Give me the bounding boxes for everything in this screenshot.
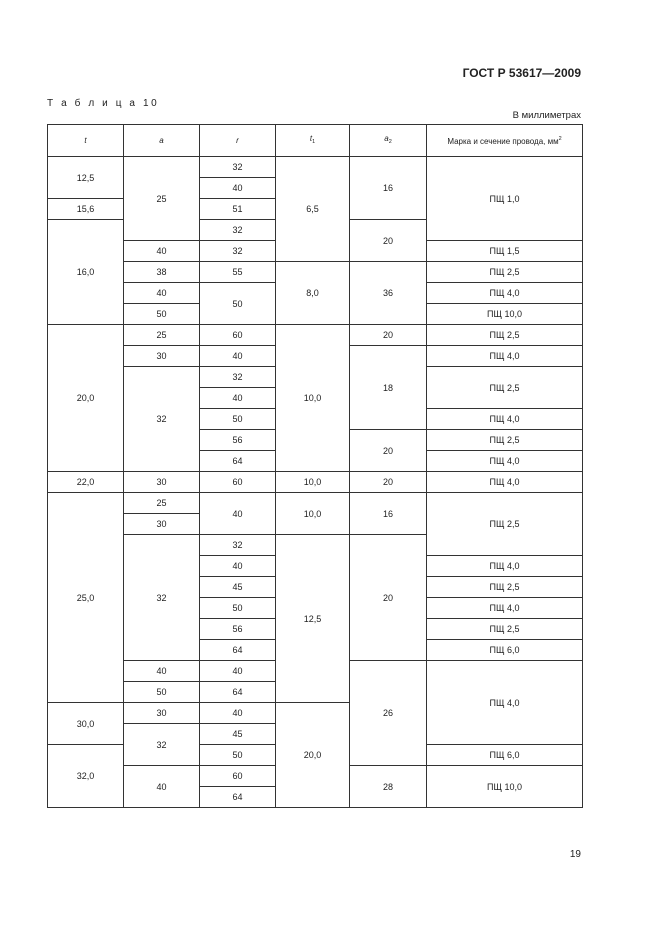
table-row [48,472,583,493]
cell-r: 64 [200,787,276,808]
cell-a: 32 [124,367,200,472]
cell-r: 50 [200,283,276,325]
cell-t1: 10,0 [276,472,350,493]
cell-wire: ПЩ 2,5 [427,262,583,283]
cell-a: 50 [124,682,200,703]
cell-r: 60 [200,766,276,787]
cell-r: 64 [200,682,276,703]
units-note: В миллиметрах [512,110,581,121]
cell-a: 30 [124,514,200,535]
cell-r: 50 [200,598,276,619]
cell-a: 25 [124,157,200,241]
cell-t: 15,6 [48,199,124,220]
cell-r: 32 [200,157,276,178]
table-name: Т а б л и ц а 10 [47,98,160,109]
cell-wire: ПЩ 4,0 [427,409,583,430]
cell-t1: 8,0 [276,262,350,325]
cell-a: 32 [200,241,276,262]
cell-r: 32 [200,535,276,556]
cell-t: 20,0 [48,325,124,472]
cell-a: 40 [124,661,200,682]
cell-a: 25 [124,325,200,346]
cell-wire: ПЩ 4,0 [427,346,583,367]
cell-a2: 20 [350,472,427,493]
cell-wire: ПЩ 2,5 [427,325,583,346]
cell-r: 56 [200,430,276,451]
cell-r: 40 [124,241,200,262]
cell-wire: ПЩ 2,5 [427,430,583,451]
cell-r: 40 [200,661,276,682]
cell-r: 40 [200,346,276,367]
cell-r: 40 [200,178,276,199]
cell-t1: 6,5 [276,157,350,262]
cell-r: 40 [200,388,276,409]
col-header-r: r [200,125,276,157]
cell-r: 50 [200,745,276,766]
cell-r: 40 [200,556,276,577]
cell-a: 40 [124,766,200,808]
cell-r: 32 [200,220,276,241]
cell-a2: 26 [350,661,427,766]
cell-a: 32 [124,535,200,661]
cell-t: 32,0 [48,745,124,808]
cell-a2: 16 [350,493,427,535]
cell-a2: 20 [350,535,427,661]
cell-t1: 10,0 [276,493,350,535]
cell-a2: 28 [350,766,427,808]
cell-t1: 12,5 [276,535,350,703]
table-row [48,262,583,283]
cell-wire: ПЩ 4,0 [427,451,583,472]
cell-a2: 20 [350,430,427,472]
cell-t: 30,0 [48,703,124,745]
cell-r: 40 [200,493,276,535]
col-header-t1: $t_1$ [276,125,350,157]
cell-a2: 36 [350,262,427,325]
cell-a2: 16 [350,157,427,220]
cell-a2: 20 [350,325,427,346]
cell-t: 22,0 [48,472,124,493]
cell-wire: ПЩ 1,5 [427,241,583,262]
cell-r: 50 [200,409,276,430]
cell-wire: ПЩ 10,0 [427,766,583,808]
cell-t: 12,5 [48,157,124,199]
col-header-a2: $a_2$ [350,125,427,157]
cell-t1: 10,0 [276,325,350,472]
cell-a: 38 [124,262,200,283]
table-header-row [48,125,583,157]
cell-wire: ПЩ 6,0 [427,640,583,661]
cell-r: 45 [200,724,276,745]
cell-r: 64 [200,451,276,472]
col-header-wire: Марка и сечение провода, $мм^2$ [427,125,583,157]
cell-wire: ПЩ 4,0 [427,661,583,745]
cell-r: 40 [200,703,276,724]
col-header-t: t [48,125,124,157]
cell-wire: ПЩ 2,5 [427,619,583,640]
cell-r: 60 [200,472,276,493]
cell-r: 55 [200,262,276,283]
cell-a2: 20 [350,220,427,262]
cell-a2: 18 [350,346,427,430]
cell-r: 51 [200,199,276,220]
cell-r: 32 [200,367,276,388]
cell-wire: ПЩ 2,5 [427,367,583,409]
cell-a: 32 [124,724,200,766]
cell-t: 25,0 [48,493,124,703]
cell-a: 40 [124,283,200,304]
winding-table [47,124,583,808]
cell-t: 16,0 [48,220,124,325]
cell-a: 30 [124,703,200,724]
cell-r: 64 [200,640,276,661]
cell-a: 25 [124,493,200,514]
cell-a: 30 [124,346,200,367]
cell-wire: ПЩ 4,0 [427,598,583,619]
cell-wire: ПЩ 2,5 [427,577,583,598]
cell-wire: ПЩ 1,0 [427,157,583,241]
col-header-a: a [124,125,200,157]
cell-wire: ПЩ 4,0 [427,556,583,577]
cell-wire: ПЩ 10,0 [427,304,583,325]
table-row [48,493,583,514]
cell-a: 50 [124,304,200,325]
page-number: 19 [569,849,581,860]
cell-t1: 20,0 [276,703,350,808]
cell-r: 45 [200,577,276,598]
cell-r: 56 [200,619,276,640]
table-row [48,157,583,178]
cell-a: 30 [124,472,200,493]
cell-wire: ПЩ 4,0 [427,472,583,493]
standard-designation: ГОСТ Р 53617—2009 [462,66,581,80]
cell-wire: ПЩ 4,0 [427,283,583,304]
cell-wire: ПЩ 6,0 [427,745,583,766]
cell-wire: ПЩ 2,5 [427,493,583,556]
cell-r: 60 [200,325,276,346]
